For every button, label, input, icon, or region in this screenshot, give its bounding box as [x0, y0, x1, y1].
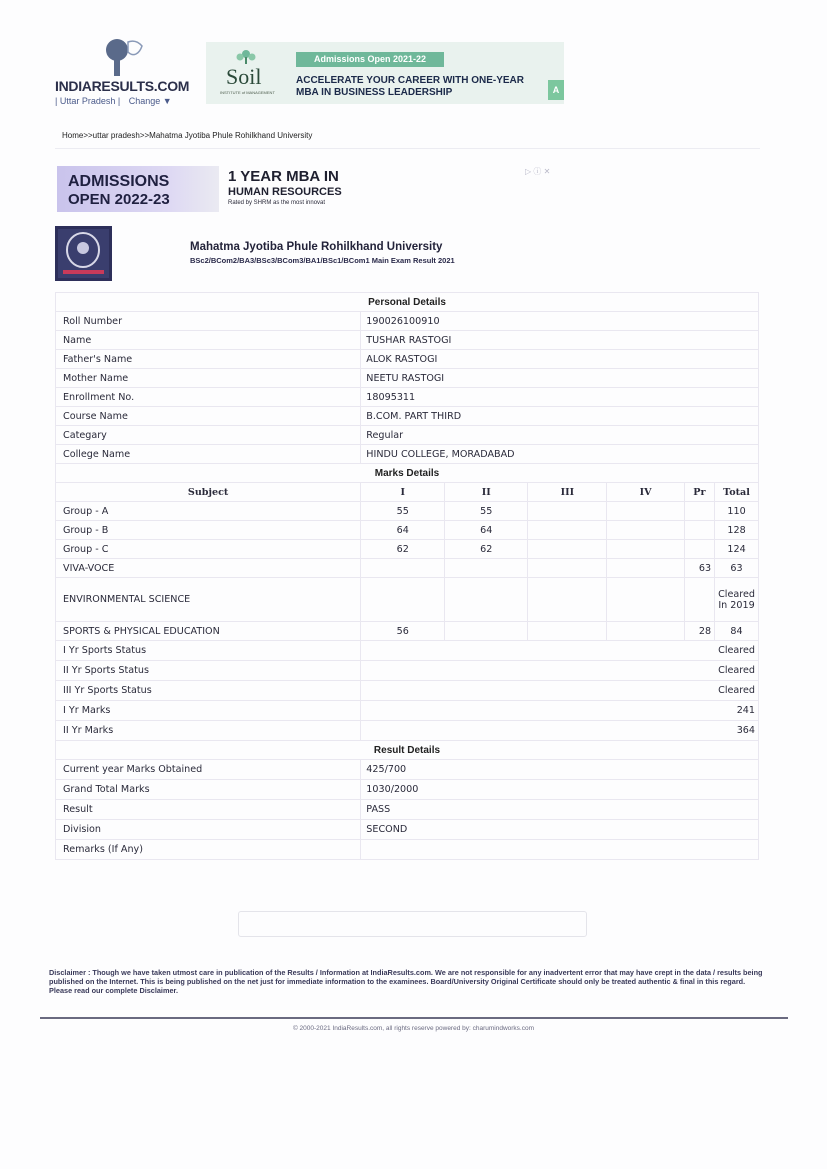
- field-value: TUSHAR RASTOGI: [361, 331, 759, 350]
- field-label: Enrollment No.: [56, 388, 361, 407]
- mark-cell: 63: [715, 559, 759, 578]
- ad-headline-2: MBA IN BUSINESS LEADERSHIP: [296, 87, 453, 98]
- ad2-line-2: OPEN 2022-23: [68, 191, 170, 208]
- subject-name: Group - C: [56, 540, 361, 559]
- table-row: [56, 388, 759, 407]
- section-title: Marks Details: [56, 464, 759, 483]
- table-row: [56, 407, 759, 426]
- section-header-personal: [56, 293, 759, 312]
- table-row: [56, 840, 759, 860]
- ad-choices-icon[interactable]: ▷ ⓘ ✕: [525, 167, 551, 176]
- column-header: Pr: [684, 483, 714, 502]
- mark-cell: [684, 578, 714, 622]
- mark-cell: [528, 521, 607, 540]
- table-row: [56, 661, 759, 681]
- status-value: Cleared: [361, 681, 759, 701]
- mark-cell: [607, 502, 684, 521]
- university-name: Mahatma Jyotiba Phule Rohilkhand University: [190, 241, 443, 253]
- field-label: Name: [56, 331, 361, 350]
- field-value: 190026100910: [361, 312, 759, 331]
- mark-cell: [445, 578, 528, 622]
- breadcrumb[interactable]: Home>>uttar pradesh>>Mahatma Jyotiba Phule Rohilkhand University: [62, 131, 313, 140]
- ad2-headline[interactable]: 1 YEAR MBA IN: [228, 168, 339, 185]
- marks-header-row: [56, 483, 759, 502]
- mark-cell: [528, 622, 607, 641]
- mark-cell: 62: [445, 540, 528, 559]
- subject-name: VIVA-VOCE: [56, 559, 361, 578]
- field-value: ALOK RASTOGI: [361, 350, 759, 369]
- mark-cell: 55: [445, 502, 528, 521]
- result-label: Remarks (If Any): [56, 840, 361, 860]
- column-header: I: [361, 483, 445, 502]
- field-label: Mother Name: [56, 369, 361, 388]
- result-value: PASS: [361, 800, 759, 820]
- status-value: 241: [361, 701, 759, 721]
- mark-cell: 63: [684, 559, 714, 578]
- emblem-icon: [55, 226, 112, 281]
- logo-text: INDIARESULTS.COM: [55, 78, 190, 94]
- subject-name: ENVIRONMENTAL SCIENCE: [56, 578, 361, 622]
- ad-headline-1: ACCELERATE YOUR CAREER WITH ONE-YEAR: [296, 75, 524, 86]
- table-row: [56, 760, 759, 780]
- logo-map-icon: [104, 36, 144, 78]
- ad-admissions-banner: Admissions Open 2021-22: [296, 52, 444, 67]
- mark-cell: 64: [445, 521, 528, 540]
- change-state-link[interactable]: Change ▼: [128, 96, 172, 106]
- section-header-result: [56, 741, 759, 760]
- table-row: [56, 312, 759, 331]
- status-label: I Yr Sports Status: [56, 641, 361, 661]
- table-row: [56, 622, 759, 641]
- field-label: Roll Number: [56, 312, 361, 331]
- result-label: Grand Total Marks: [56, 780, 361, 800]
- ad2-subheadline: HUMAN RESOURCES: [228, 186, 342, 198]
- status-label: I Yr Marks: [56, 701, 361, 721]
- ad2-tagline: Rated by SHRM as the most innovat: [228, 200, 326, 206]
- result-label: Result: [56, 800, 361, 820]
- table-row: [56, 780, 759, 800]
- table-row: [56, 559, 759, 578]
- result-value: 1030/2000: [361, 780, 759, 800]
- mark-cell: 55: [361, 502, 445, 521]
- status-value: 364: [361, 721, 759, 741]
- mark-cell: [607, 521, 684, 540]
- mark-cell: [684, 521, 714, 540]
- admissions-ad[interactable]: [57, 166, 219, 212]
- status-label: III Yr Sports Status: [56, 681, 361, 701]
- result-value: 425/700: [361, 760, 759, 780]
- state-selector: [55, 96, 178, 106]
- state-label: | Uttar Pradesh |: [55, 96, 121, 106]
- table-row: [56, 540, 759, 559]
- table-row: [56, 369, 759, 388]
- exam-title: BSc2/BCom2/BA3/BSc3/BCom3/BA1/BSc1/BCom1 Main Exam Result 2021: [190, 256, 455, 265]
- mark-cell: [528, 502, 607, 521]
- mark-cell: 84: [715, 622, 759, 641]
- section-title: Result Details: [56, 741, 759, 760]
- status-value: Cleared: [361, 641, 759, 661]
- status-label: II Yr Marks: [56, 721, 361, 741]
- result-label: Current year Marks Obtained: [56, 760, 361, 780]
- mark-cell: [528, 540, 607, 559]
- field-value: 18095311: [361, 388, 759, 407]
- divider: [55, 148, 760, 149]
- ad-apply-tab[interactable]: A: [548, 80, 564, 100]
- copyright-text: © 2000-2021 IndiaResults.com, all rights reserve powered by: charumindworks.com: [292, 1025, 535, 1032]
- table-row: [56, 800, 759, 820]
- mark-cell: 124: [715, 540, 759, 559]
- table-row: [56, 502, 759, 521]
- mark-cell: 56: [361, 622, 445, 641]
- result-table: [55, 292, 759, 860]
- field-label: Categary: [56, 426, 361, 445]
- mark-cell: [528, 559, 607, 578]
- mark-cell: [684, 502, 714, 521]
- subject-name: Group - B: [56, 521, 361, 540]
- table-row: [56, 426, 759, 445]
- mark-cell: 128: [715, 521, 759, 540]
- ad-brand: Soil: [226, 64, 262, 89]
- search-input[interactable]: [238, 911, 587, 937]
- table-row: [56, 331, 759, 350]
- status-label: II Yr Sports Status: [56, 661, 361, 681]
- field-value: HINDU COLLEGE, MORADABAD: [361, 445, 759, 464]
- field-label: College Name: [56, 445, 361, 464]
- footer-divider: [40, 1017, 788, 1019]
- column-header: Total: [715, 483, 759, 502]
- subject-name: Group - A: [56, 502, 361, 521]
- table-row: [56, 820, 759, 840]
- mark-cell: [528, 578, 607, 622]
- table-row: [56, 681, 759, 701]
- section-title: Personal Details: [56, 293, 759, 312]
- mark-cell: [445, 559, 528, 578]
- mark-cell: 28: [684, 622, 714, 641]
- column-header: III: [528, 483, 607, 502]
- table-row: [56, 701, 759, 721]
- mark-cell: [607, 578, 684, 622]
- table-row: [56, 445, 759, 464]
- mark-cell: [361, 578, 445, 622]
- top-banner-ad[interactable]: [206, 42, 564, 104]
- mark-cell: [607, 540, 684, 559]
- mark-cell: [684, 540, 714, 559]
- mark-cell: Cleared In 2019: [715, 578, 759, 622]
- column-header: IV: [607, 483, 684, 502]
- field-value: NEETU RASTOGI: [361, 369, 759, 388]
- flower-icon: [236, 48, 256, 64]
- field-label: Father's Name: [56, 350, 361, 369]
- mark-cell: [361, 559, 445, 578]
- subject-name: SPORTS & PHYSICAL EDUCATION: [56, 622, 361, 641]
- table-row: [56, 350, 759, 369]
- mark-cell: [445, 622, 528, 641]
- column-header: II: [445, 483, 528, 502]
- mark-cell: [607, 622, 684, 641]
- mark-cell: 110: [715, 502, 759, 521]
- mark-cell: [607, 559, 684, 578]
- column-header: Subject: [56, 483, 361, 502]
- mark-cell: 64: [361, 521, 445, 540]
- disclaimer-text: Disclaimer : Though we have taken utmost care in publication of the Results / Information at IndiaResults.com. We are not responsible for any inadvertent error that may have crept in the data / results being published on the Internet. This is being published on the net just for immediate information to the examinees. Board/University Original Certificate should only be treated authentic & final in this regard. Please read our complete Disclaimer.: [49, 968, 763, 995]
- mark-cell: 62: [361, 540, 445, 559]
- table-row: [56, 721, 759, 741]
- table-row: [56, 521, 759, 540]
- field-value: Regular: [361, 426, 759, 445]
- result-value: SECOND: [361, 820, 759, 840]
- university-emblem: [55, 226, 112, 281]
- section-header-marks: [56, 464, 759, 483]
- ad-brand-subtitle: INSTITUTE of MANAGEMENT: [220, 90, 275, 95]
- site-logo[interactable]: [55, 36, 195, 116]
- status-value: Cleared: [361, 661, 759, 681]
- field-value: B.COM. PART THIRD: [361, 407, 759, 426]
- result-label: Division: [56, 820, 361, 840]
- ad2-line-1: ADMISSIONS: [68, 173, 170, 190]
- table-row: [56, 578, 759, 622]
- result-value: [361, 840, 759, 860]
- field-label: Course Name: [56, 407, 361, 426]
- table-row: [56, 641, 759, 661]
